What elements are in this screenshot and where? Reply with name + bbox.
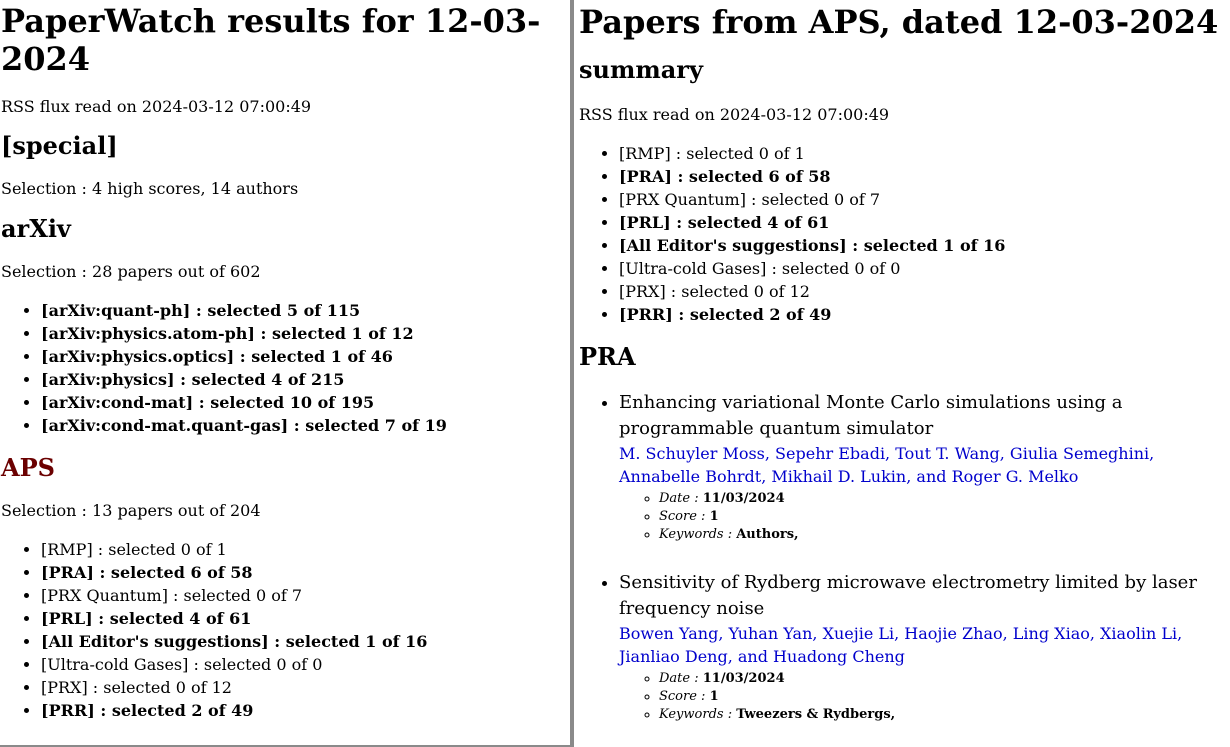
aps-category-item: • [PRA] : selected 6 of 58: [41, 561, 571, 584]
arxiv-category-item: • [arXiv:cond-mat] : selected 10 of 195: [41, 391, 571, 414]
paper-list: [579, 390, 1230, 724]
pra-heading: PRA: [579, 342, 636, 372]
date-label: Date :: [659, 491, 699, 507]
summary-category-item: • [All Editor's suggestions] : selected 1 of 16: [619, 234, 1230, 257]
aps-category-item: • [PRX] : selected 0 of 12: [41, 676, 571, 699]
paper-keywords: [659, 706, 1230, 724]
score-label: Score :: [659, 509, 706, 525]
summary-category-item: • [PRL] : selected 4 of 61: [619, 211, 1230, 234]
paper-authors-link[interactable]: M. Schuyler Moss, Sepehr Ebadi, Tout T. Wang, Giulia Semeghini, Annabelle Bohrdt, Mikhail D. Lukin, and Roger G. Melko: [619, 444, 1155, 487]
paper-title: • Enhancing variational Monte Carlo simulations using a programmable quantum simulator: [619, 392, 1123, 440]
keywords-label: Keywords :: [659, 527, 733, 543]
summary-category-item: • [PRX Quantum] : selected 0 of 7: [619, 188, 1230, 211]
special-heading: [special]: [1, 130, 118, 160]
aps-category-item: • [PRR] : selected 2 of 49: [41, 699, 571, 722]
arxiv-selection: Selection : 28 papers out of 602: [1, 261, 261, 281]
paper-title: • Sensitivity of Rydberg microwave electrometry limited by laser frequency noise: [619, 572, 1197, 620]
keywords-value: Authors,: [736, 527, 799, 543]
paper-details: [619, 490, 1230, 544]
keywords-value: Tweezers & Rydbergs,: [736, 707, 896, 723]
score-value: 1: [709, 509, 719, 525]
summary-category-item: • [RMP] : selected 0 of 1: [619, 142, 1230, 165]
paper-score: [659, 688, 1230, 706]
arxiv-category-item: • [arXiv:physics.optics] : selected 1 of 46: [41, 345, 571, 368]
aps-category-item: • [PRX Quantum] : selected 0 of 7: [41, 584, 571, 607]
arxiv-category-item: • [arXiv:physics.atom-ph] : selected 1 of 12: [41, 322, 571, 345]
paper-score: [659, 508, 1230, 526]
summary-category-item: • [Ultra-cold Gases] : selected 0 of 0: [619, 257, 1230, 280]
summary-category-item: • [PRA] : selected 6 of 58: [619, 165, 1230, 188]
summary-pane: [0, 0, 571, 745]
date-value: 11/03/2024: [702, 491, 785, 507]
score-label: Score :: [659, 689, 706, 705]
aps-category-item: • [All Editor's suggestions] : selected 1 of 16: [41, 630, 571, 653]
arxiv-category-item: • [arXiv:cond-mat.quant-gas] : selected 7 of 19: [41, 414, 571, 437]
paper-date: [659, 490, 1230, 508]
aps-page-title: Papers from APS, dated 12-03-2024: [579, 3, 1219, 41]
page-title: PaperWatch results for 12-03-2024: [1, 2, 541, 79]
rss-read-time: RSS flux read on 2024-03-12 07:00:49: [1, 96, 312, 116]
paper-date: [659, 670, 1230, 688]
keywords-label: Keywords :: [659, 707, 733, 723]
arxiv-heading: arXiv: [1, 213, 71, 243]
paper-entry: [619, 570, 1230, 724]
aps-category-item: • [RMP] : selected 0 of 1: [41, 538, 571, 561]
summary-category-item: • [PRR] : selected 2 of 49: [619, 303, 1230, 326]
date-label: Date :: [659, 671, 699, 687]
arxiv-category-item: • [arXiv:quant-ph] : selected 5 of 115: [41, 299, 571, 322]
arxiv-category-item: • [arXiv:physics] : selected 4 of 215: [41, 368, 571, 391]
paper-details: [619, 670, 1230, 724]
paper-entry: [619, 390, 1230, 544]
aps-heading-link[interactable]: APS: [1, 452, 55, 482]
aps-category-item: • [PRL] : selected 4 of 61: [41, 607, 571, 630]
aps-papers-pane: [574, 0, 1230, 747]
aps-category-item: • [Ultra-cold Gases] : selected 0 of 0: [41, 653, 571, 676]
date-value: 11/03/2024: [702, 671, 785, 687]
summary-category-list: [579, 142, 1230, 326]
paper-authors-link[interactable]: Bowen Yang, Yuhan Yan, Xuejie Li, Haojie Zhao, Ling Xiao, Xiaolin Li, Jianliao Deng, and Huadong Cheng: [619, 624, 1183, 667]
summary-heading: summary: [579, 55, 703, 85]
arxiv-category-list: [1, 299, 571, 437]
paper-keywords: [659, 526, 1230, 544]
score-value: 1: [709, 689, 719, 705]
summary-category-item: • [PRX] : selected 0 of 12: [619, 280, 1230, 303]
aps-category-list: [1, 538, 571, 722]
aps-selection: Selection : 13 papers out of 204: [1, 500, 261, 520]
rss-read-time: RSS flux read on 2024-03-12 07:00:49: [579, 105, 890, 125]
special-selection: Selection : 4 high scores, 14 authors: [1, 178, 299, 198]
